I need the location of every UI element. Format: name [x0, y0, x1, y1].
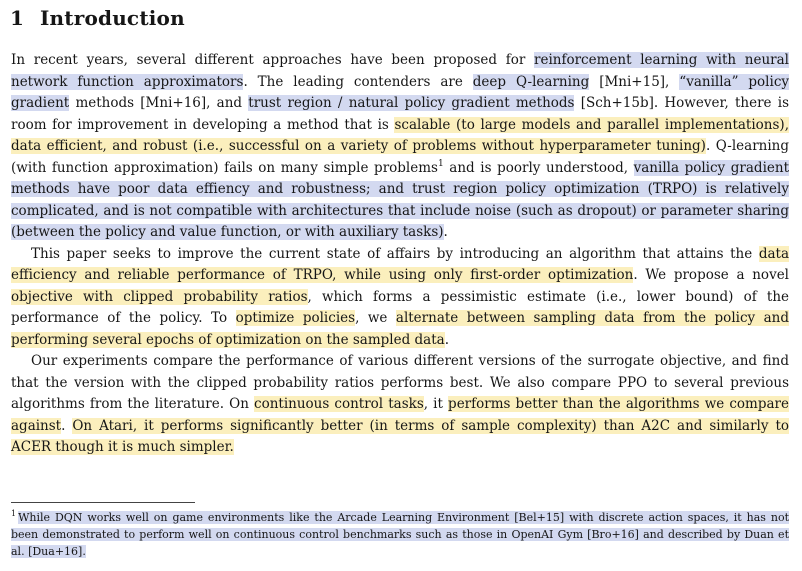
paragraph-3: [11, 351, 789, 459]
highlighted-text: vanilla policy gradient methods have poor data effiency and robustness; and trust region policy optimization (TRPO) is relatively complicated, and is not compatible with architectures that include noise (such as dropout) or parameter sharing (between the policy and value function, or with auxiliary tasks): [11, 159, 789, 240]
text-segment: .: [443, 224, 448, 240]
highlighted-text: optimize policies: [235, 310, 356, 326]
highlighted-text: alternate between sampling data from the policy and performing several epochs of optimization on the sampled data: [11, 310, 790, 348]
text-segment: .: [61, 417, 73, 434]
section-title: Introduction: [40, 6, 185, 30]
highlighted-text: While DQN works well on game environments like the Arcade Learning Environment [Bel+15] with discrete action spaces, it has not been demonstrated to perform well on continuous control benchmarks such as those in OpenAI Gym [Bro+16] and described by Duan et al. [Dua+16].: [11, 511, 789, 558]
highlighted-text: trust region / natural policy gradient methods: [248, 95, 575, 111]
highlighted-text: data efficiency and reliable performance of TRPO, while using only first-order optimization: [11, 245, 789, 283]
text-segment: [Mni+15],: [589, 73, 680, 90]
text-segment: Our experiments compare the performance of various different versions of the surrogate objective, and find that the version with the clipped probability ratios performs best. We also compare PPO to several previous algorithms from the literature. On: [11, 353, 789, 412]
text-segment: .: [444, 331, 449, 348]
highlighted-text: reinforcement learning with neural network function approximators: [11, 52, 789, 90]
highlighted-text: performs better than the algorithms we compare against: [11, 396, 789, 434]
footnote-ref: 1: [437, 158, 444, 169]
highlighted-text: deep Q-learning: [472, 73, 590, 90]
text-segment: . Q-learning (with function approximation) fails on many simple problems: [11, 138, 789, 176]
footnote: [11, 509, 789, 560]
text-segment: This paper seeks to improve the current state of affairs by introducing an algorithm that attains the: [31, 245, 759, 262]
paragraph-1: [11, 50, 789, 244]
highlighted-text: scalable (to large models and parallel implementations), data efficient, and robust (i.e., successful on a variety of problems without hyperparameter tuning): [11, 116, 789, 154]
footnote-marker: 1: [11, 509, 17, 518]
section-number: 1: [10, 6, 25, 30]
text-segment: . We propose a novel: [633, 267, 789, 283]
highlighted-text: On Atari, it performs significantly better (in terms of sample complexity) than A2C and similarly to ACER though it is much simpler.: [11, 417, 789, 455]
footnote-rule: [11, 502, 195, 503]
highlighted-text: continuous control tasks: [254, 396, 424, 412]
section-heading: [10, 6, 185, 30]
highlighted-text: “vanilla” policy gradient: [11, 73, 790, 111]
text-segment: methods [Mni+16], and: [69, 95, 249, 111]
text-segment: [Sch+15b]. However, there is room for improvement in developing a method that is: [11, 95, 789, 133]
text-segment: In recent years, several different approaches have been proposed for: [11, 52, 535, 68]
text-segment: and is poorly understood,: [443, 159, 634, 176]
text-segment: , it: [423, 396, 449, 412]
footnote-text: [11, 511, 789, 558]
text-segment: , we: [355, 310, 396, 326]
body-text: [11, 50, 789, 459]
text-segment: . The leading contenders are: [243, 73, 473, 90]
highlighted-text: objective with clipped probability ratios: [11, 288, 308, 305]
text-segment: , which forms a pessimistic estimate (i.e., lower bound) of the performance of the policy. To: [11, 288, 790, 326]
paragraph-2: [11, 244, 789, 352]
